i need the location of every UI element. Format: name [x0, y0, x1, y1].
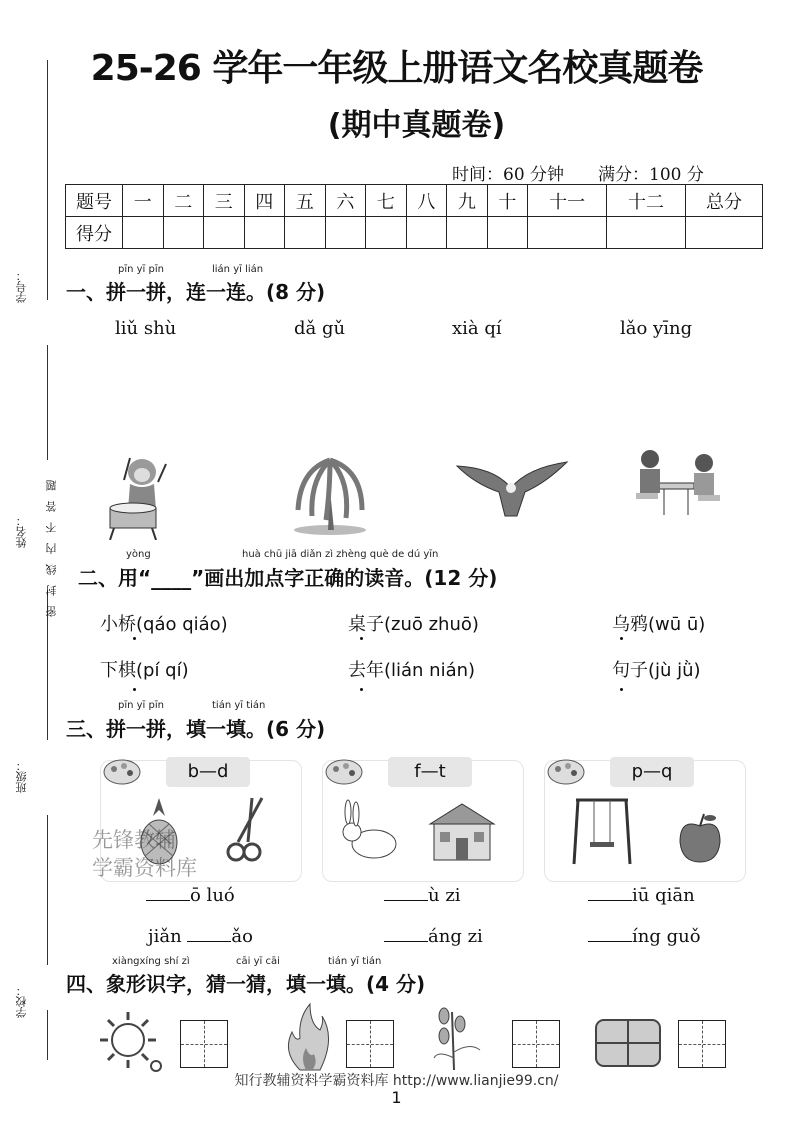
score-cell[interactable] — [406, 217, 447, 249]
exam-meta — [452, 160, 738, 185]
s2-item-2: 桌子(zuō zhuō) — [348, 614, 479, 635]
section1-pinyin-b: lián yī lián — [212, 264, 264, 275]
score-cell[interactable] — [447, 217, 488, 249]
fire-picture[interactable] — [280, 1002, 336, 1072]
score-cell[interactable] — [686, 217, 763, 249]
s2-item-5: 去年(lián nián) — [348, 660, 476, 681]
willow-tree-picture[interactable] — [290, 450, 370, 535]
score-cell[interactable] — [244, 217, 285, 249]
binding-line — [47, 815, 48, 965]
score-col: 二 — [163, 185, 204, 217]
answer-blank[interactable] — [384, 884, 428, 901]
rice-picture[interactable] — [430, 1002, 496, 1072]
watermark-line: 学霸资料库 — [92, 856, 197, 880]
page-title: 25-26 学年一年级上册语文名校真题卷 — [90, 48, 703, 89]
answer-blank[interactable] — [146, 884, 190, 901]
s3-fill-1: ō luó — [146, 884, 235, 906]
swing-picture[interactable] — [570, 796, 634, 866]
answer-blank[interactable] — [588, 884, 632, 901]
s1-word-3: xià qí — [452, 318, 502, 339]
s2-item-3: 乌鸦(wū ū) — [612, 614, 706, 635]
score-col: 六 — [325, 185, 366, 217]
score-col: 十一 — [528, 185, 607, 217]
s3-fill-6: íng guǒ — [588, 925, 701, 947]
s2-item-1: 小桥(qáo qiáo) — [100, 614, 228, 635]
exam-time: 时间：60 分钟 — [452, 165, 565, 185]
section4-pinyin-c: tián yī tián — [328, 956, 382, 967]
chess-players-picture[interactable] — [628, 445, 723, 523]
emphasis-dot — [133, 637, 136, 640]
scissors-picture[interactable] — [222, 796, 268, 866]
section1-title: 一、拼一拼，连一连。(8 分) — [66, 280, 326, 304]
school-label: 学校： — [15, 985, 28, 1018]
palette-icon — [102, 757, 142, 787]
section4-pinyin-a: xiàngxíng shí zì — [112, 956, 190, 967]
s3-tag-bd: b—d — [166, 757, 250, 787]
score-table-header-label: 题号 — [66, 185, 123, 217]
score-cell[interactable] — [325, 217, 366, 249]
score-col: 八 — [406, 185, 447, 217]
score-col: 九 — [447, 185, 488, 217]
binding-line — [47, 345, 48, 460]
writing-grid[interactable] — [346, 1020, 394, 1068]
score-table-header-row — [66, 185, 763, 217]
s2-item-4: 下棋(pí qí) — [100, 660, 189, 681]
seal-line-text: 密封线内不答题 — [45, 470, 58, 617]
palette-icon — [324, 757, 364, 787]
score-cell[interactable] — [366, 217, 407, 249]
section4-pinyin-b: cāi yī cāi — [236, 956, 280, 967]
class-label: 班级： — [15, 760, 28, 793]
apple-picture[interactable] — [676, 812, 724, 864]
s3-fill-3: iū qiān — [588, 884, 695, 906]
score-col: 十二 — [607, 185, 686, 217]
score-cell[interactable] — [487, 217, 528, 249]
monkey-drum-picture[interactable] — [100, 450, 180, 540]
section3-pinyin-b: tián yī tián — [212, 700, 266, 711]
footer-source: 知行教辅资料学霸资料库 http://www.lianjie99.cn/ — [234, 1073, 559, 1089]
s2-item-6: 句子(jù jǜ) — [612, 660, 701, 681]
score-col-total: 总分 — [686, 185, 763, 217]
writing-grid[interactable] — [180, 1020, 228, 1068]
field-picture[interactable] — [590, 1016, 666, 1072]
answer-blank[interactable] — [384, 925, 428, 942]
s1-word-2: dǎ gǔ — [294, 318, 346, 339]
section1-pinyin-a: pīn yī pīn — [118, 264, 164, 275]
s1-word-1: liǔ shù — [115, 318, 177, 339]
section2-title: 二、用“____”画出加点字正确的读音。(12 分) — [78, 566, 498, 590]
score-col: 十 — [487, 185, 528, 217]
s3-tag-ft: f—t — [388, 757, 472, 787]
watermark — [92, 826, 197, 882]
emphasis-dot — [133, 688, 136, 691]
name-label: 姓名： — [15, 515, 28, 548]
eagle-picture[interactable] — [455, 458, 570, 520]
s1-word-4: lǎo yīng — [620, 318, 693, 339]
page-subtitle: (期中真题卷) — [327, 108, 506, 143]
score-cell[interactable] — [163, 217, 204, 249]
s3-fill-2: ù zi — [384, 884, 461, 906]
writing-grid[interactable] — [512, 1020, 560, 1068]
emphasis-dot — [620, 637, 623, 640]
emphasis-dot — [360, 688, 363, 691]
score-cell[interactable] — [607, 217, 686, 249]
house-picture[interactable] — [426, 800, 498, 864]
section2-pinyin-a: yòng — [126, 549, 151, 560]
section4-title: 四、象形识字，猜一猜，填一填。(4 分) — [66, 972, 426, 996]
answer-blank[interactable] — [588, 925, 632, 942]
s3-tag-pq: p—q — [610, 757, 694, 787]
sun-picture[interactable] — [98, 1010, 164, 1072]
binding-line — [47, 60, 48, 300]
answer-blank[interactable] — [187, 925, 231, 942]
rabbit-picture[interactable] — [338, 796, 408, 866]
section2-pinyin-b: huà chū jiā diǎn zì zhèng què de dú yīn — [242, 549, 439, 560]
writing-grid[interactable] — [678, 1020, 726, 1068]
s3-fill-5: áng zi — [384, 925, 483, 947]
score-cell[interactable] — [204, 217, 245, 249]
binding-line — [47, 1010, 48, 1060]
s3-fill-4: jiǎn ǎo — [148, 926, 253, 947]
score-cell[interactable] — [528, 217, 607, 249]
score-table-score-row — [66, 217, 763, 249]
palette-icon — [546, 757, 586, 787]
score-row-label: 得分 — [66, 217, 123, 249]
student-no-label: 学号： — [15, 270, 28, 303]
score-col: 七 — [366, 185, 407, 217]
page-number: 1 — [391, 1088, 402, 1107]
score-table — [65, 184, 763, 249]
emphasis-dot — [360, 637, 363, 640]
score-col: 五 — [285, 185, 326, 217]
score-col: 四 — [244, 185, 285, 217]
score-cell[interactable] — [123, 217, 164, 249]
emphasis-dot — [620, 688, 623, 691]
score-col: 三 — [204, 185, 245, 217]
section3-pinyin-a: pīn yī pīn — [118, 700, 164, 711]
exam-full-score: 满分：100 分 — [598, 165, 704, 185]
watermark-line: 先锋教辅 — [92, 828, 176, 852]
section3-title: 三、拼一拼，填一填。(6 分) — [66, 717, 326, 741]
score-cell[interactable] — [285, 217, 326, 249]
score-col: 一 — [123, 185, 164, 217]
